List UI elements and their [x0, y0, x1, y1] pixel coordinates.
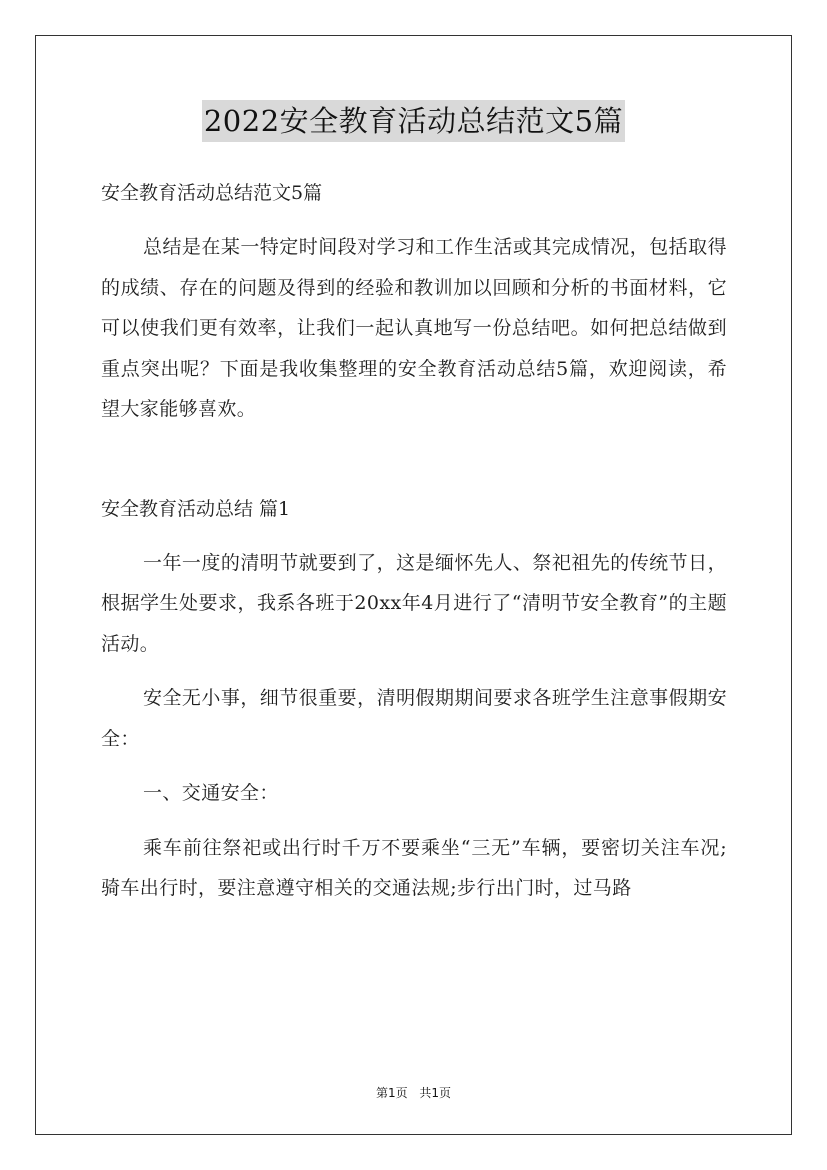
document-body — [101, 174, 727, 909]
spacer — [101, 759, 727, 773]
section-heading: 安全教育活动总结 篇1 — [101, 497, 291, 520]
spacer — [101, 212, 727, 227]
body-paragraph: 乘车前往祭祀或出行时千万不要乘坐“三无”车辆，要密切关注车况;骑车出行时，要注意遵守相关的交通法规;步行出门时，过马路 — [101, 836, 727, 899]
page-number: 第1页 — [375, 1086, 408, 1100]
title-area — [0, 100, 827, 142]
document-title: 2022安全教育活动总结范文5篇 — [202, 100, 625, 142]
spacer — [101, 528, 727, 543]
body-paragraph: 安全无小事，细节很重要，清明假期期间要求各班学生注意事假期安全： — [101, 687, 727, 750]
list-heading: 一、交通安全： — [143, 782, 279, 804]
document-subtitle: 安全教育活动总结范文5篇 — [101, 182, 323, 204]
spacer — [101, 664, 727, 678]
page-footer — [0, 1084, 827, 1101]
page-total: 共1页 — [419, 1086, 452, 1100]
intro-paragraph: 总结是在某一特定时间段对学习和工作生活或其完成情况，包括取得的成绩、存在的问题及得到的经验和教训加以回顾和分析的书面材料，它可以使我们更有效率，让我们一起认真地写一份总结吧。如何把总结做到重点突出呢？下面是我收集整理的安全教育活动总结5篇，欢迎阅读，希望大家能够喜欢。 — [101, 236, 727, 420]
spacer — [101, 430, 727, 490]
spacer — [101, 814, 727, 828]
body-paragraph: 一年一度的清明节就要到了，这是缅怀先人、祭祀祖先的传统节日，根据学生处要求，我系各班于20xx年4月进行了“清明节安全教育”的主题活动。 — [101, 551, 727, 655]
